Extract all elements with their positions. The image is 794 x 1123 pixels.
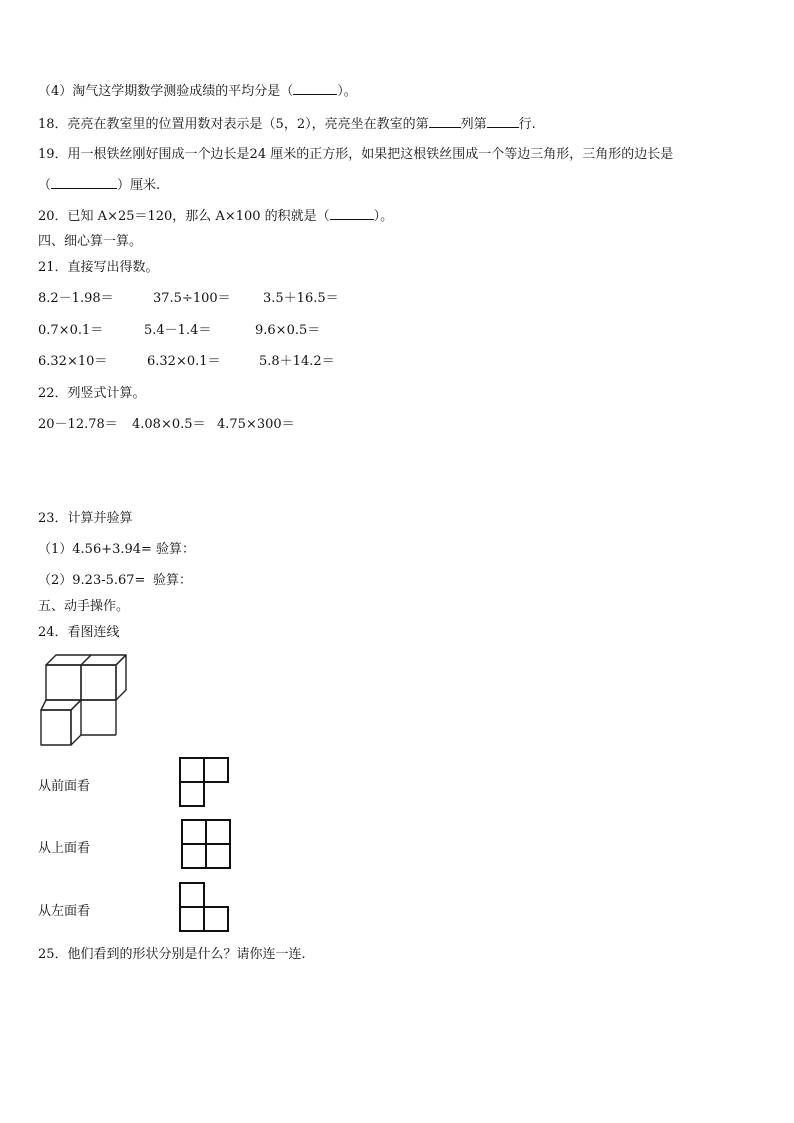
view-shape-l-corner[interactable]: [178, 756, 230, 810]
answer-blank[interactable]: [51, 176, 117, 189]
calc-item: （1）4.56+3.94=: [38, 542, 152, 557]
question-25: 25．他们看到的形状分别是什么？请你连一连.: [38, 947, 306, 962]
calc-item: 9.6×0.5＝: [255, 323, 321, 338]
view-label-top: 从上面看: [38, 841, 91, 856]
calc-item: 20－12.78＝: [38, 417, 118, 432]
question-23-title: 23．计算并验算: [38, 511, 133, 526]
answer-blank-column[interactable]: [429, 115, 461, 128]
section-4-heading: 四、细心算一算。: [38, 234, 143, 249]
question-21-title: 21．直接写出得数。: [38, 260, 159, 275]
view-label-left: 从左面看: [38, 904, 91, 919]
answer-blank-row[interactable]: [487, 115, 519, 128]
calc-item: 4.08×0.5＝: [132, 417, 206, 432]
view-shape-square-grid[interactable]: [180, 818, 232, 872]
answer-blank[interactable]: [330, 207, 374, 220]
question-22-title: 22．列竖式计算。: [38, 386, 146, 401]
check-label: 验算：: [156, 542, 196, 557]
view-shape-l-step[interactable]: [178, 881, 230, 935]
question-17-4: （4）淘气这学期数学测验成绩的平均分是（ ）。: [38, 84, 357, 99]
view-label-front: 从前面看: [38, 779, 91, 794]
calc-item: 8.2－1.98＝: [38, 291, 114, 306]
calc-row: [38, 353, 335, 371]
question-19: 19．用一根铁丝刚好围成一个边长是24 厘米的正方形，如果把这根铁丝围成一个等边三角形，三角形的边长是: [38, 147, 674, 162]
calc-item: 5.4－1.4＝: [144, 323, 212, 338]
calc-check-row: [38, 572, 192, 590]
calc-item: 6.32×0.1＝: [147, 354, 221, 369]
question-24-title: 24．看图连线: [38, 625, 120, 640]
section-5-heading: 五、动手操作。: [38, 599, 130, 614]
question-20: 20．已知 A×25＝120，那么 A×100 的积就是（ ）。: [38, 209, 394, 224]
calc-item: 4.75×300＝: [217, 417, 295, 432]
calc-item: 0.7×0.1＝: [38, 323, 104, 338]
calc-item: 6.32×10＝: [38, 354, 108, 369]
calc-row: [38, 322, 320, 340]
calc-row: [38, 290, 339, 308]
calc-check-row: [38, 541, 195, 559]
answer-blank[interactable]: [293, 82, 337, 95]
question-19-line2: （ ）厘米.: [38, 178, 161, 193]
calc-item: （2）9.23-5.67=: [38, 573, 146, 588]
calc-item: 5.8＋14.2＝: [259, 354, 335, 369]
vertical-calc-row: [38, 416, 295, 434]
calc-item: 3.5＋16.5＝: [263, 291, 339, 306]
check-label: 验算：: [153, 573, 193, 588]
cube-stack-figure: [38, 652, 130, 748]
question-18: 18．亮亮在教室里的位置用数对表示是（5，2），亮亮坐在教室的第 列第 行.: [38, 117, 536, 132]
calc-item: 37.5÷100＝: [153, 291, 231, 306]
